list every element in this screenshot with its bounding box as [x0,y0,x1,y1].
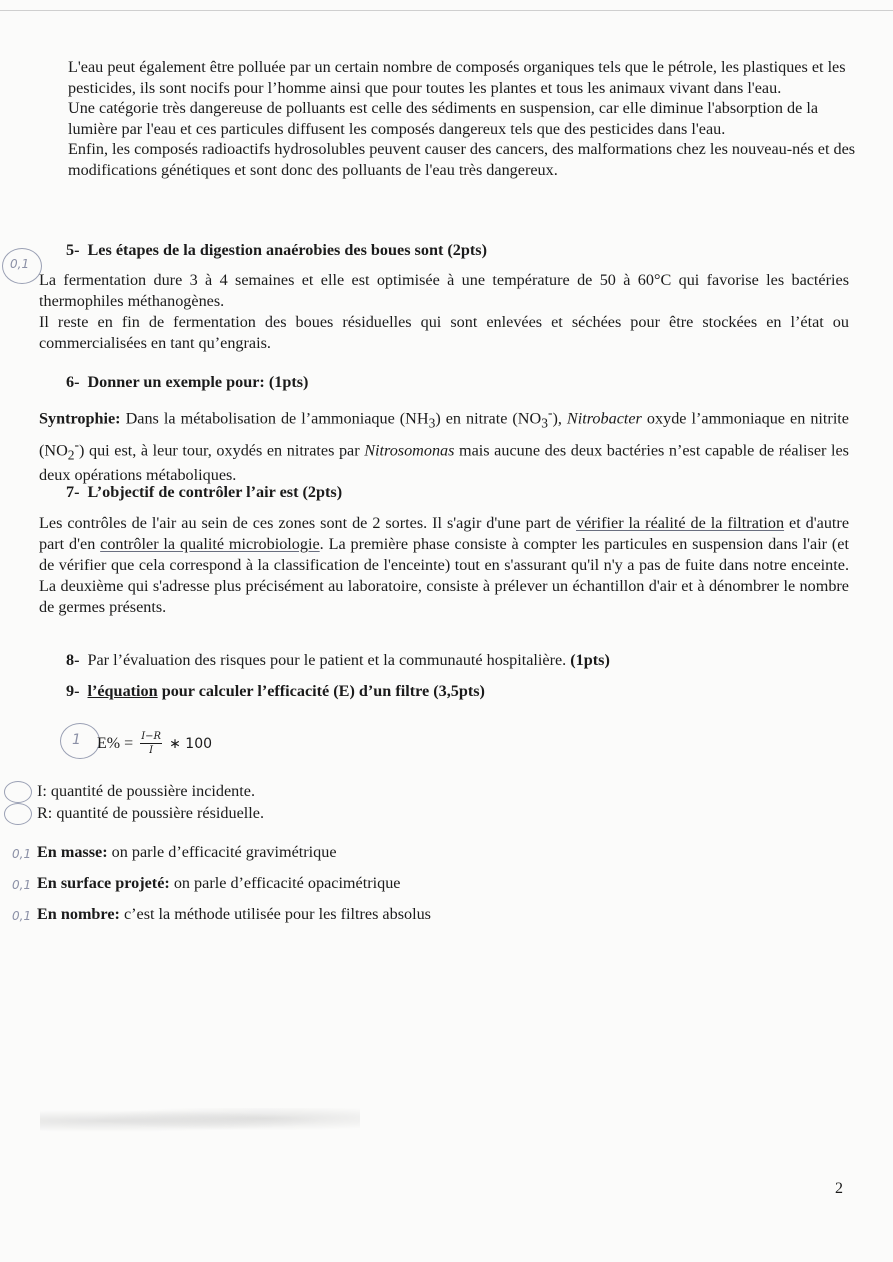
definition-i: I: quantité de poussière incidente. [37,782,256,800]
q6-bacteria-1: Nitrobacter [566,409,642,428]
grade-mark-circle-def-r [4,803,32,825]
q6-title: Donner un exemple pour: (1pts) [87,373,309,391]
grade-mark-q5: 0,1 [10,257,30,271]
q6-sup-2: - [547,405,553,420]
q7-number: 7- [66,483,80,501]
q8-line [66,650,610,671]
syntrophie-term: Syntrophie: [39,409,121,428]
q6-sub-2: 3 [541,415,548,431]
grade-mark-surface: 0,1 [12,878,32,892]
definition-r: R: quantité de poussière résiduelle. [37,804,265,822]
q8-number: 8- [66,651,80,669]
q6-heading [66,372,308,393]
q5-answer-paragraph-2: Il reste en fin de fermentation des boues résiduelles qui sont enlevées et séchées pour être stockées en l’état ou commercialisées en tant qu’engrais. [39,313,849,352]
q9-title: pour calculer l’efficacité (E) d’un filtre (3,5pts) [157,682,485,700]
q7-text-3: . La première phase consiste à compter les particules en suspension dans l'air (et de vérifier que cela correspond à la classification de l'enceinte) tout en s'assurant qu'il n'y a pas de fuite dans notre enceinte. La deuxième qui s'adresse plus précisément au laboratoire, consiste à prélever un échantillon d'air et à dénombrer le nombre de germes présents. [39,535,849,616]
grade-mark-circle-def-i [4,781,32,803]
definition-masse [37,842,337,863]
q9-number: 9- [66,682,80,700]
formula-lhs: E% = [97,734,134,752]
intro-paragraphs [68,57,858,181]
q6-text-1: Dans la métabolisation de l’ammoniaque (NH [120,409,429,428]
grade-mark-q9: 1 [72,732,81,748]
q7-text-1: Les contrôles de l'air au sein de ces zones sont de 2 sortes. Il s'agir d'une part de [39,514,576,532]
masse-text: on parle d’efficacité gravimétrique [107,843,337,861]
q9-underlined-word: l’équation [87,682,158,700]
q7-heading [66,482,342,503]
q7-underlined-2: contrôler la qualité microbiologie [100,535,320,553]
fraction-numerator: I−R [141,731,162,742]
q5-title: Les étapes de la digestion anaérobies des boues sont (2pts) [87,241,487,259]
q6-answer [39,402,849,486]
intro-paragraph-2: Une catégorie très dangereuse de polluants est celle des sédiments en suspension, car elle diminue l'absorption de la lumière par l'eau et ces particules diffusent les composés dangereux tels que des pesticides dans l'eau. [68,99,818,138]
q8-points: (1pts) [570,651,610,669]
efficiency-formula [97,731,212,756]
fraction-bar [140,743,162,744]
q7-underlined-1: vérifier la réalité de la filtration [575,514,785,532]
q6-sub-1: 3 [428,415,436,431]
q5-number: 5- [66,241,80,259]
q6-text-5: ) qui est, à leur tour, oxydés en nitrates par [79,441,365,460]
nombre-term: En nombre: [37,905,120,923]
q5-heading [66,240,487,261]
q6-sup-4: - [74,436,80,452]
scan-smudge [40,1108,360,1134]
q6-text-2: ) en nitrate (NO [435,409,542,428]
surface-text: on parle d’efficacité opacimétrique [169,874,401,892]
q7-text-2: et d'autre part d'en [39,514,850,553]
q5-answer-paragraph-1: La fermentation dure 3 à 4 semaines et elle est optimisée à une température de 50 à 60°C qui favorise les bactéries thermophiles méthanogènes. [39,271,849,310]
intro-paragraph-3: Enfin, les composés radioactifs hydrosolubles peuvent causer des cancers, des malformations chez les nouveau-nés et des modifications génétiques et sont donc des polluants de l'eau très dangereux. [68,140,856,179]
q8-text: Par l’évaluation des risques pour le patient et la communauté hospitalière. [87,651,571,669]
nombre-text: c’est la méthode utilisée pour les filtres absolus [119,905,431,923]
definition-surface [37,873,400,894]
q6-text-4: oxyde l’ammoniaque en nitrite (NO [39,409,849,460]
q6-bacteria-2: Nitrosomonas [364,441,455,460]
q7-answer [39,513,849,618]
fraction-denominator: I [149,745,154,756]
grade-mark-nombre: 0,1 [12,909,32,923]
q6-text-6: mais aucune des deux bactéries n’est capable de réaliser les deux opérations métaboliques. [39,441,849,485]
grade-mark-masse: 0,1 [12,847,32,861]
intro-paragraph-1: L'eau peut également être polluée par un certain nombre de composés organiques tels que le pétrole, les plastiques et les pesticides, ils sont nocifs pour l’homme ainsi que pour toutes les plantes et tous les animaux vivant dans l'eau. [68,58,846,97]
q6-number: 6- [66,373,80,391]
formula-rhs: ∗ 100 [169,735,213,752]
q7-title: L’objectif de contrôler l’air est (2pts) [87,483,343,501]
masse-term: En masse: [37,843,108,861]
q6-text-3: ), [552,409,567,428]
q9-heading [66,681,485,702]
q6-sub-4: 2 [67,447,75,463]
top-edge-line [0,10,893,11]
q5-answer [39,270,849,354]
surface-term: En surface projeté: [37,874,170,892]
definition-nombre [37,904,431,925]
formula-fraction [140,731,162,756]
page-number: 2 [835,1180,843,1197]
